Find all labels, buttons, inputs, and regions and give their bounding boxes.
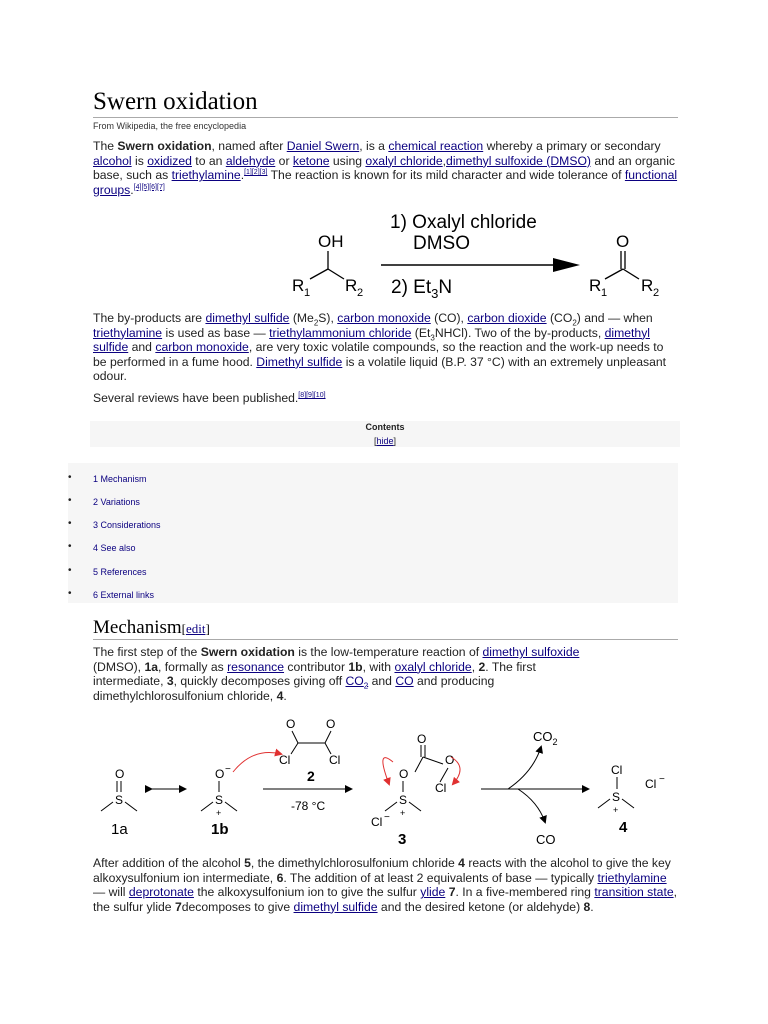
link-daniel-swern[interactable]: Daniel Swern bbox=[286, 139, 360, 153]
svg-text:R: R bbox=[589, 276, 602, 295]
electron-push-arrow bbox=[233, 752, 281, 772]
svg-text:O: O bbox=[417, 732, 427, 746]
link-triethylamine[interactable]: triethylamine bbox=[171, 168, 241, 183]
svg-text:+: + bbox=[400, 808, 406, 818]
link-dimethyl-sulfide[interactable]: dimethyl sulfide bbox=[93, 325, 650, 355]
carbonyl-structure bbox=[589, 232, 659, 299]
toc-list: • 1 Mechanism • 2 Variations • 3 Considerations • 4 See also • 5 References • 6 External links bbox=[68, 463, 678, 603]
svg-text:1: 1 bbox=[601, 287, 608, 299]
svg-text:O: O bbox=[286, 717, 296, 731]
svg-text:−: − bbox=[659, 774, 665, 785]
link-carbon-dioxide[interactable]: carbon dioxide bbox=[467, 311, 547, 325]
svg-text:Cl: Cl bbox=[645, 777, 657, 791]
alcohol-structure bbox=[292, 232, 363, 299]
link-ylide[interactable]: ylide bbox=[420, 885, 446, 900]
link-dimethyl-sulfide[interactable]: dimethyl sulfide bbox=[205, 311, 290, 325]
svg-text:O: O bbox=[326, 717, 336, 731]
link-transition-state[interactable]: transition state bbox=[594, 885, 674, 900]
link-alcohol[interactable]: alcohol bbox=[93, 153, 132, 168]
section-heading-mechanism: Mechanism[edit] bbox=[93, 617, 210, 638]
link-dmso[interactable]: dimethyl sulfoxide (DMSO) bbox=[446, 153, 591, 168]
r2-label: R bbox=[345, 276, 358, 295]
link-triethylamine[interactable]: triethylamine bbox=[93, 325, 163, 340]
label-1a: 1a bbox=[111, 821, 128, 838]
link-aldehyde[interactable]: aldehyde bbox=[225, 153, 276, 168]
citation-refs[interactable]: [8][9][10] bbox=[298, 391, 326, 399]
oxalyl-chloride-2 bbox=[279, 717, 340, 784]
link-functional-groups[interactable]: functional groups bbox=[93, 168, 678, 197]
link-oxalyl-chloride[interactable]: oxalyl chloride bbox=[394, 659, 472, 674]
tagline: From Wikipedia, the free encyclopedia bbox=[93, 121, 247, 131]
svg-text:R: R bbox=[641, 276, 654, 295]
link-carbon-monoxide[interactable]: carbon monoxide bbox=[337, 311, 431, 325]
reagent-step-2: 2) $Et_3N$ bbox=[391, 277, 453, 301]
label-1b: 1b bbox=[211, 821, 229, 838]
svg-text:−: − bbox=[225, 764, 231, 775]
svg-text:O: O bbox=[445, 753, 455, 767]
r1-label: R bbox=[292, 276, 305, 295]
svg-text:Cl: Cl bbox=[435, 781, 447, 795]
co2-product: $CO_2$ bbox=[533, 729, 558, 747]
citation-refs[interactable]: [4][5][6][7] bbox=[133, 183, 165, 191]
label-2: 2 bbox=[307, 768, 315, 784]
title-divider bbox=[93, 117, 678, 118]
link-triethylammonium-chloride[interactable]: triethylammonium chloride bbox=[269, 325, 412, 340]
mechanism-paragraph-2: After addition of the alcohol 5, the dimethylchlorosulfonium chloride 4 reacts with the alcohol to give the key alkoxysulfonium ion intermediate, 6. The addition of at least 2 equivalents of base — typically triethylamine — will deprotonate the alkoxysulfonium ion to give the sulfur ylide 7. In a five-membered ring transition state, the sulfur ylide 7decomposes to give dimethyl sulfide and the desired ketone (or aldehyde) 8. bbox=[93, 856, 677, 914]
link-co2[interactable]: $CO_2$ bbox=[345, 674, 369, 691]
reaction-scheme-overall bbox=[188, 205, 660, 305]
link-triethylamine[interactable]: triethylamine bbox=[597, 870, 667, 885]
dmso-1b bbox=[201, 764, 237, 838]
link-oxalyl-chloride[interactable]: oxalyl chloride bbox=[365, 153, 443, 168]
svg-text:Cl: Cl bbox=[371, 815, 383, 829]
oh-label: OH bbox=[318, 232, 344, 251]
dmso-1a bbox=[101, 767, 137, 838]
page-title: Swern oxidation bbox=[93, 88, 258, 115]
section-divider bbox=[93, 639, 678, 640]
byproducts-paragraph: The by-products are dimethyl sulfide $(Me_2S)$, carbon monoxide (CO), carbon dioxide $(CO_2)$ and — when triethylamine is used as base — triethylammonium chloride $(Et_3NHCl)$. Two of the by-products, dimethyl sulfide and carbon monoxide, are very toxic volatile compounds, so the reaction and the work-up needs to be performed in a fume hood. Dimethyl sulfide is a volatile liquid (B.P. 37 °C) with an extremely unpleasant odour. bbox=[93, 311, 667, 384]
svg-text:S: S bbox=[115, 793, 124, 807]
link-dimethyl-sulfide[interactable]: dimethyl sulfide bbox=[293, 899, 378, 914]
svg-text:S: S bbox=[612, 790, 621, 804]
svg-text:+: + bbox=[613, 805, 619, 815]
svg-text:Cl: Cl bbox=[329, 753, 341, 767]
intermediate-3 bbox=[371, 732, 460, 848]
svg-text:O: O bbox=[215, 767, 225, 781]
link-co[interactable]: CO bbox=[395, 674, 414, 689]
svg-text:O: O bbox=[115, 767, 125, 781]
link-resonance[interactable]: resonance bbox=[227, 659, 285, 674]
reviews-paragraph: Several reviews have been published.[8][9][10] bbox=[93, 391, 326, 405]
product-4 bbox=[598, 763, 665, 836]
link-deprotonate[interactable]: deprotonate bbox=[128, 885, 194, 900]
svg-text:S: S bbox=[399, 793, 408, 807]
label-3: 3 bbox=[398, 831, 407, 848]
svg-text:2: 2 bbox=[357, 287, 364, 299]
link-ketone[interactable]: ketone bbox=[292, 153, 330, 168]
co-product: CO bbox=[536, 832, 556, 847]
link-dimethyl-sulfoxide[interactable]: dimethyl sulfoxide bbox=[482, 645, 580, 659]
temperature-label: -78 °C bbox=[291, 799, 326, 813]
svg-text:Cl: Cl bbox=[279, 753, 291, 767]
svg-text:−: − bbox=[384, 812, 390, 823]
svg-text:Cl: Cl bbox=[611, 763, 623, 777]
reagent-dmso: DMSO bbox=[413, 233, 470, 254]
svg-text:+: + bbox=[216, 808, 222, 818]
edit-section-link[interactable]: edit bbox=[186, 621, 206, 636]
svg-text:2: 2 bbox=[653, 287, 660, 299]
svg-text:S: S bbox=[215, 793, 224, 807]
link-carbon-monoxide[interactable]: carbon monoxide bbox=[155, 340, 249, 355]
mechanism-paragraph-1: The first step of the Swern oxidation is the low-temperature reaction of dimethyl sulfoxide (DMSO), 1a, formally as resonance contributor 1b, with oxalyl chloride, 2. The first intermediate, 3, quickly decomposes giving off $CO_2$ and CO and producing dimethylchlorosulfonium chloride, 4. bbox=[93, 645, 580, 703]
toc-title: Contents bbox=[365, 422, 405, 432]
intro-paragraph: The Swern oxidation, named after Daniel Swern, is a chemical reaction whereby a primary or secondary alcohol is oxidized to an aldehyde or ketone using oxalyl chloride,dimethyl sulfoxide (DMSO) and an organic base, such as triethylamine.[1][2][3] The reaction is known for its mild character and wide tolerance of functional groups.[4][5][6][7] bbox=[93, 139, 678, 197]
svg-text:1: 1 bbox=[304, 287, 311, 299]
svg-text:O: O bbox=[399, 767, 409, 781]
link-oxidized[interactable]: oxidized bbox=[147, 153, 192, 168]
toc-hide-link[interactable]: hide bbox=[376, 436, 394, 446]
link-chemical-reaction[interactable]: chemical reaction bbox=[388, 139, 484, 153]
reagent-step-1: 1) Oxalyl chloride bbox=[390, 212, 537, 233]
mechanism-scheme bbox=[93, 712, 678, 854]
o-label: O bbox=[616, 232, 630, 251]
citation-refs[interactable]: [1][2][3] bbox=[244, 169, 268, 177]
link-dimethyl-sulfide[interactable]: Dimethyl sulfide bbox=[256, 354, 343, 369]
toc-header: Contents [hide] bbox=[90, 421, 680, 447]
label-4: 4 bbox=[619, 819, 628, 836]
